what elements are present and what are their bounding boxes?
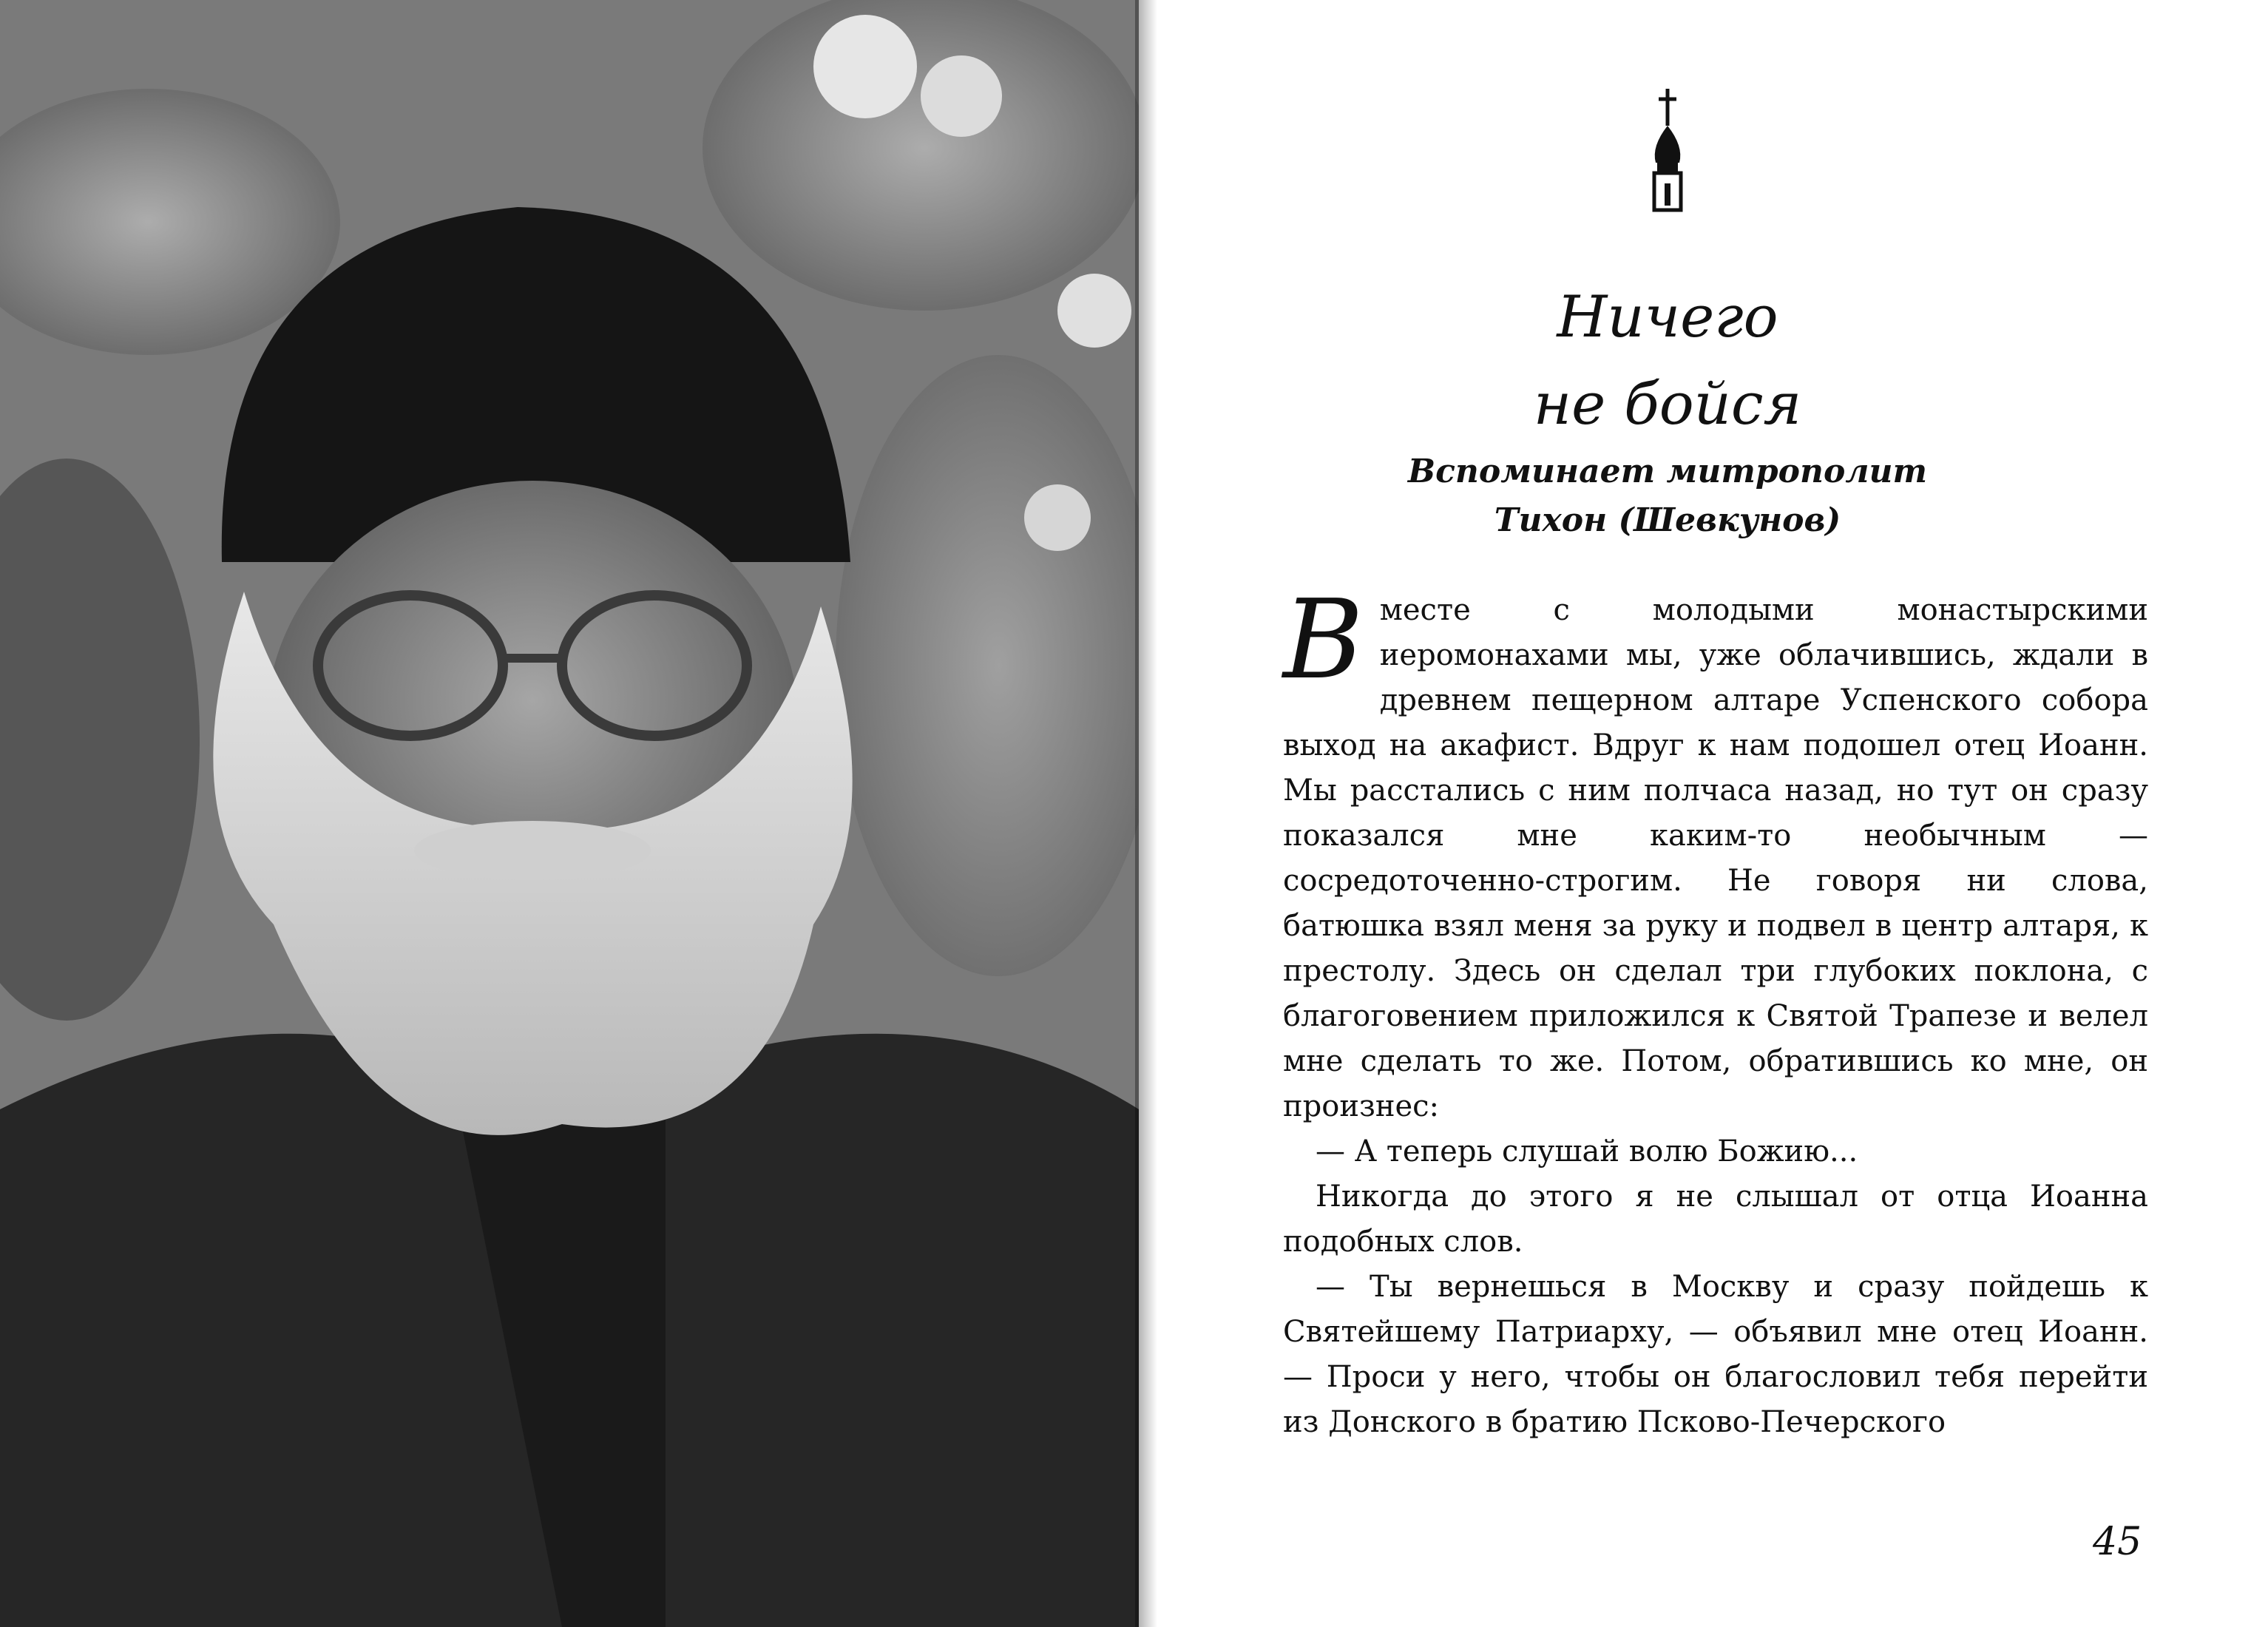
chapter-subtitle-line2: Тихон (Шевкунов) bbox=[1494, 501, 1841, 539]
chapter-title-line1: Ничего bbox=[1557, 284, 1778, 351]
paragraph-1 bbox=[1283, 576, 2148, 1129]
chapter-title bbox=[1157, 274, 2178, 448]
drop-cap: В bbox=[1283, 576, 1364, 703]
page-number: 45 bbox=[2093, 1520, 2142, 1564]
paragraph-1-text: месте с молодыми монастырскими иеромонахами мы, уже облачившись, ждали в древнем пещерном алтаре Успенского собора выход на акафист. Вдруг к нам подошел отец Иоанн. Мы расстались с ним полчаса назад, но тут он сразу показался мне каким-то необычным — сосредоточенно-строгим. Не говоря ни слова, батюшка взял меня за руку и подвел в центр алтаря, к престолу. Здесь он сделал три глубоких поклона, с благоговением приложился к Святой Трапезе и велел мне сделать то же. Потом, обратившись ко мне, он произнес: bbox=[1283, 593, 2148, 1123]
chapter-subtitle-line1: Вспоминает митрополит bbox=[1407, 453, 1928, 490]
church-dome-icon bbox=[1645, 89, 1690, 229]
chapter-body bbox=[1283, 576, 2148, 1445]
paragraph-3: Никогда до этого я не слышал от отца Иоанна подобных слов. bbox=[1283, 1180, 2148, 1259]
chapter-subtitle bbox=[1157, 447, 2178, 545]
text-page bbox=[1157, 0, 2268, 1627]
book-spine-shadow bbox=[1135, 0, 1157, 1627]
paragraph-2: — А теперь слушай волю Божию... bbox=[1316, 1134, 1858, 1168]
paragraph-4: — Ты вернешься в Москву и сразу пойдешь к Святейшему Патриарху, — объявил мне отец Иоанн. — Проси у него, чтобы он благословил тебя перейти из Донского в братию Псково-Печерского bbox=[1283, 1270, 2148, 1439]
chapter-title-line2: не бойся bbox=[1533, 371, 1802, 438]
